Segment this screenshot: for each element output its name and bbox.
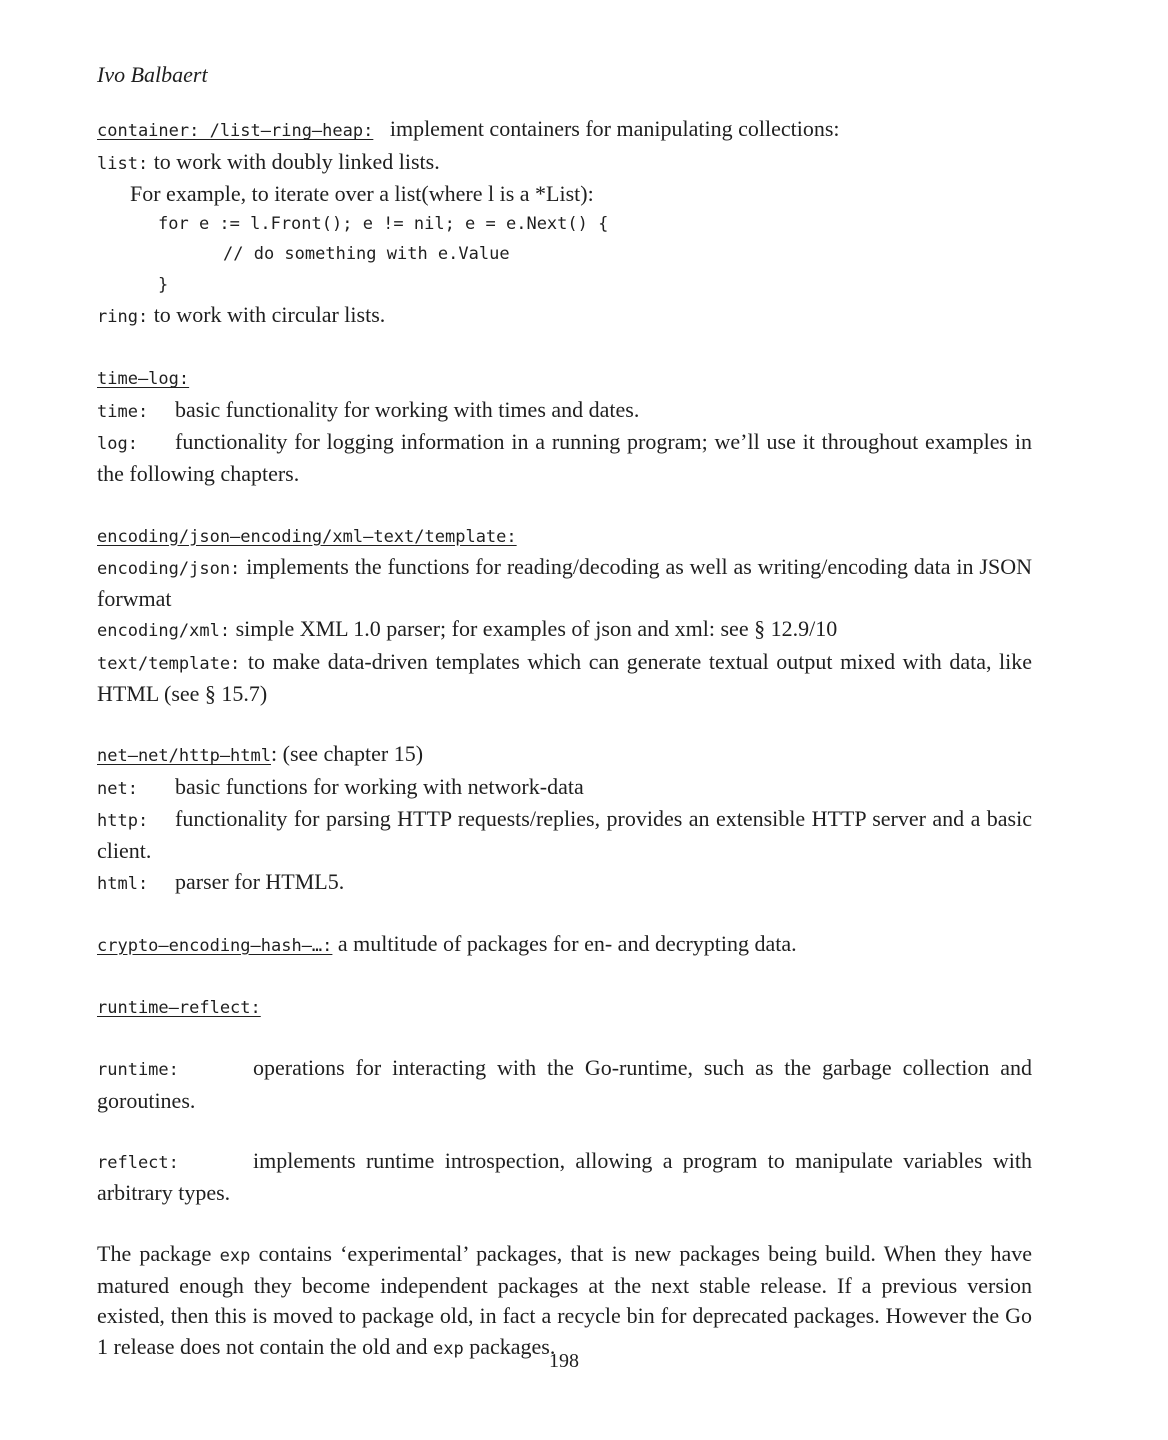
html-key: html:	[97, 873, 149, 894]
net-heading-line	[97, 739, 1032, 771]
json-entry	[97, 552, 1032, 615]
container-heading-line	[97, 114, 1032, 146]
reflect-entry	[97, 1146, 1032, 1209]
ring-desc: to work with circular lists.	[153, 302, 386, 328]
template-entry	[97, 647, 1032, 710]
encoding-heading-line	[97, 520, 1032, 552]
xml-entry	[97, 614, 1032, 646]
crypto-heading: crypto–encoding–hash–…:	[97, 935, 333, 956]
reflect-desc: implements runtime introspection, allowing a program to manipulate variables with arbitrary types.	[97, 1148, 1032, 1206]
runtime-heading: runtime–reflect:	[97, 998, 261, 1019]
template-desc: to make data-driven templates which can generate textual output mixed with data, like HTML (see § 15.7)	[97, 648, 1033, 707]
container-heading: container: /list–ring–heap:	[97, 121, 374, 142]
reflect-key: reflect:	[97, 1153, 179, 1174]
log-desc: functionality for logging information in a running program; we’ll use it throughout examples in the following chapters.	[97, 428, 1032, 487]
crypto-desc: a multitude of packages for en- and decrypting data.	[337, 930, 797, 956]
json-key: encoding/json:	[97, 558, 241, 579]
http-entry	[97, 804, 1032, 867]
closing-text-1: The package	[97, 1240, 212, 1266]
list-key: list:	[97, 153, 149, 174]
log-key: log:	[97, 433, 138, 454]
xml-desc: simple XML 1.0 parser; for examples of json and xml: see § 12.9/10	[235, 616, 838, 642]
ring-key: ring:	[97, 307, 149, 328]
encoding-heading: encoding/json–encoding/xml–text/template:	[97, 526, 517, 547]
code-line-2: // do something with e.Value	[223, 244, 510, 265]
closing-exp-1: exp	[219, 1245, 251, 1266]
closing-text-3: packages.	[469, 1333, 556, 1359]
example-intro: For example, to iterate over a list(where l is a *List):	[130, 180, 594, 206]
net-key: net:	[97, 778, 138, 799]
runtime-desc: operations for interacting with the Go-runtime, such as the garbage collection and goroutines.	[97, 1055, 1032, 1113]
runtime-entry	[97, 1053, 1032, 1116]
time-desc: basic functionality for working with times and dates.	[175, 396, 640, 422]
xml-key: encoding/xml:	[97, 621, 231, 642]
closing-text-2: contains ‘experimental’ packages, that is new packages being build. When they have matured enough they become independent packages at the next stable release. If a previous version existed, then this is moved to package old, in fact a recycle bin for deprecated packages. However the Go 1 release does not contain the old and	[97, 1240, 1033, 1359]
timelog-heading-line	[97, 362, 1032, 394]
log-entry	[97, 427, 1032, 490]
html-entry	[97, 867, 1032, 899]
template-key: text/template:	[97, 653, 241, 674]
code-line-1: for e := l.Front(); e != nil; e = e.Next() {	[158, 214, 609, 235]
container-desc: implement containers for manipulating collections:	[389, 116, 840, 142]
http-desc: functionality for parsing HTTP requests/replies, provides an extensible HTTP server and a basic client.	[97, 805, 1032, 864]
page-body	[97, 60, 1032, 1364]
time-key: time:	[97, 401, 149, 422]
net-heading: net–net/http–html	[97, 746, 271, 767]
code-line-3: }	[158, 274, 169, 295]
runtime-heading-line	[97, 991, 1032, 1023]
page-number: 198	[549, 1350, 579, 1372]
http-key: http:	[97, 810, 149, 831]
net-heading-suffix: : (see chapter 15)	[271, 741, 424, 767]
html-desc: parser for HTML5.	[175, 868, 345, 894]
net-entry	[97, 772, 1032, 804]
runtime-key: runtime:	[97, 1060, 179, 1081]
time-entry	[97, 395, 1032, 427]
list-desc: to work with doubly linked lists.	[153, 148, 440, 174]
running-header: Ivo Balbaert	[97, 62, 208, 87]
closing-paragraph	[97, 1239, 1032, 1364]
json-desc: implements the functions for reading/decoding as well as writing/encoding data in JSON forwmat	[97, 553, 1032, 612]
crypto-entry	[97, 929, 1032, 961]
timelog-heading: time–log:	[97, 369, 190, 390]
net-desc: basic functions for working with network-data	[175, 773, 584, 799]
ring-entry	[97, 300, 1032, 332]
closing-exp-2: exp	[433, 1338, 464, 1359]
list-entry	[97, 147, 1032, 179]
